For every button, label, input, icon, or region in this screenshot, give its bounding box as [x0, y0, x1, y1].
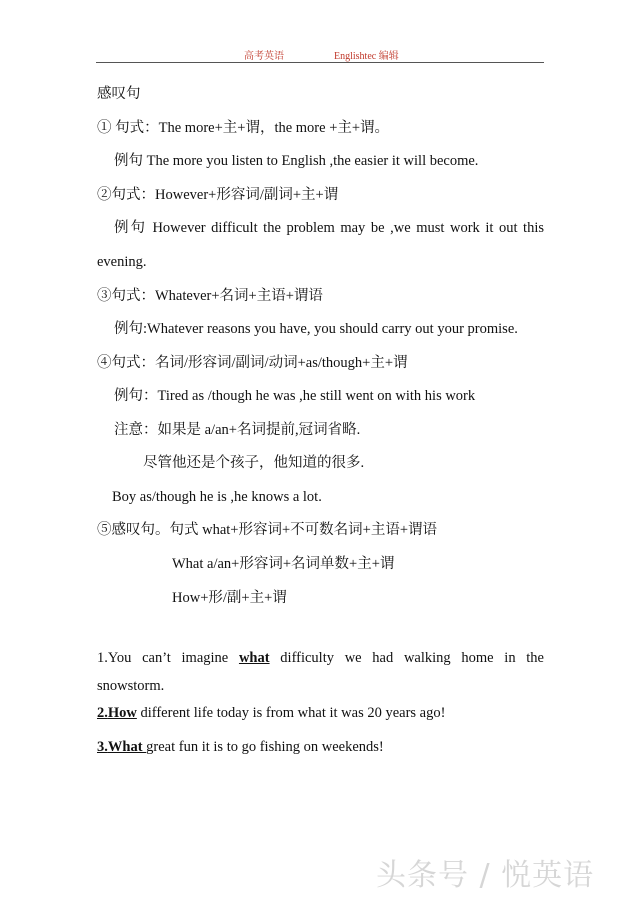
- exercise-2-text: different life today is from what it was 20 years ago!: [136, 705, 446, 721]
- exercise-2-answer: How: [107, 705, 137, 721]
- header-title-right: Englishtec 编辑: [334, 51, 399, 62]
- note-chinese-example: 尽管他还是个孩子，他知道的很多.: [143, 455, 365, 471]
- exercise-1-cont: snowstorm.: [97, 678, 165, 694]
- section-title: 感叹句: [97, 86, 141, 102]
- exercise-3: [97, 737, 384, 757]
- exercise-1: [97, 648, 544, 668]
- pattern-5-sub-1: What a/an+形容词+名词单数+主+谓: [172, 556, 395, 572]
- example-2-cont: evening.: [97, 254, 147, 270]
- exercise-3-text: great fun it is to go fishing on weekends!: [146, 739, 384, 755]
- exercise-1-answer: what: [238, 650, 270, 666]
- page-header: [96, 44, 544, 63]
- example-1: 例句 The more you listen to English ,the easier it will become.: [114, 153, 479, 169]
- pattern-4: ④句式：名词/形容词/副词/动词+as/though+主+谓: [97, 355, 408, 371]
- pattern-2: ②句式：However+形容词/副词+主+谓: [97, 187, 339, 203]
- exercise-2: [97, 703, 445, 723]
- exercise-3-answer: What: [107, 739, 147, 755]
- example-2: 例句 However difficult the problem may be ,we must work it out this: [114, 220, 544, 236]
- exercise-1-suffix: difficulty we had walking home in the: [269, 650, 544, 666]
- example-4: 例句：Tired as /though he was ,he still went on with his work: [114, 388, 476, 404]
- exercise-3-number: 3.: [97, 739, 108, 755]
- header-title-left: 高考英语: [244, 51, 284, 62]
- exercise-1-prefix: 1.You can’t imagine: [97, 650, 239, 666]
- watermark: 头条号 / 悦英语: [376, 858, 595, 893]
- pattern-3: ③句式：Whatever+名词+主语+谓语: [97, 288, 323, 304]
- note-english-example: Boy as/though he is ,he knows a lot.: [112, 489, 322, 505]
- example-3: 例句:Whatever reasons you have, you should carry out your promise.: [114, 321, 518, 337]
- note: 注意：如果是 a/an+名词提前,冠词省略.: [114, 422, 361, 438]
- exercise-2-number: 2.: [97, 705, 108, 721]
- pattern-5-sub-2: How+形/副+主+谓: [172, 590, 287, 606]
- pattern-1: ① 句式：The more+主+谓，the more +主+谓。: [97, 120, 390, 136]
- pattern-5: ⑤感叹句。句式 what+形容词+不可数名词+主语+谓语: [97, 522, 438, 538]
